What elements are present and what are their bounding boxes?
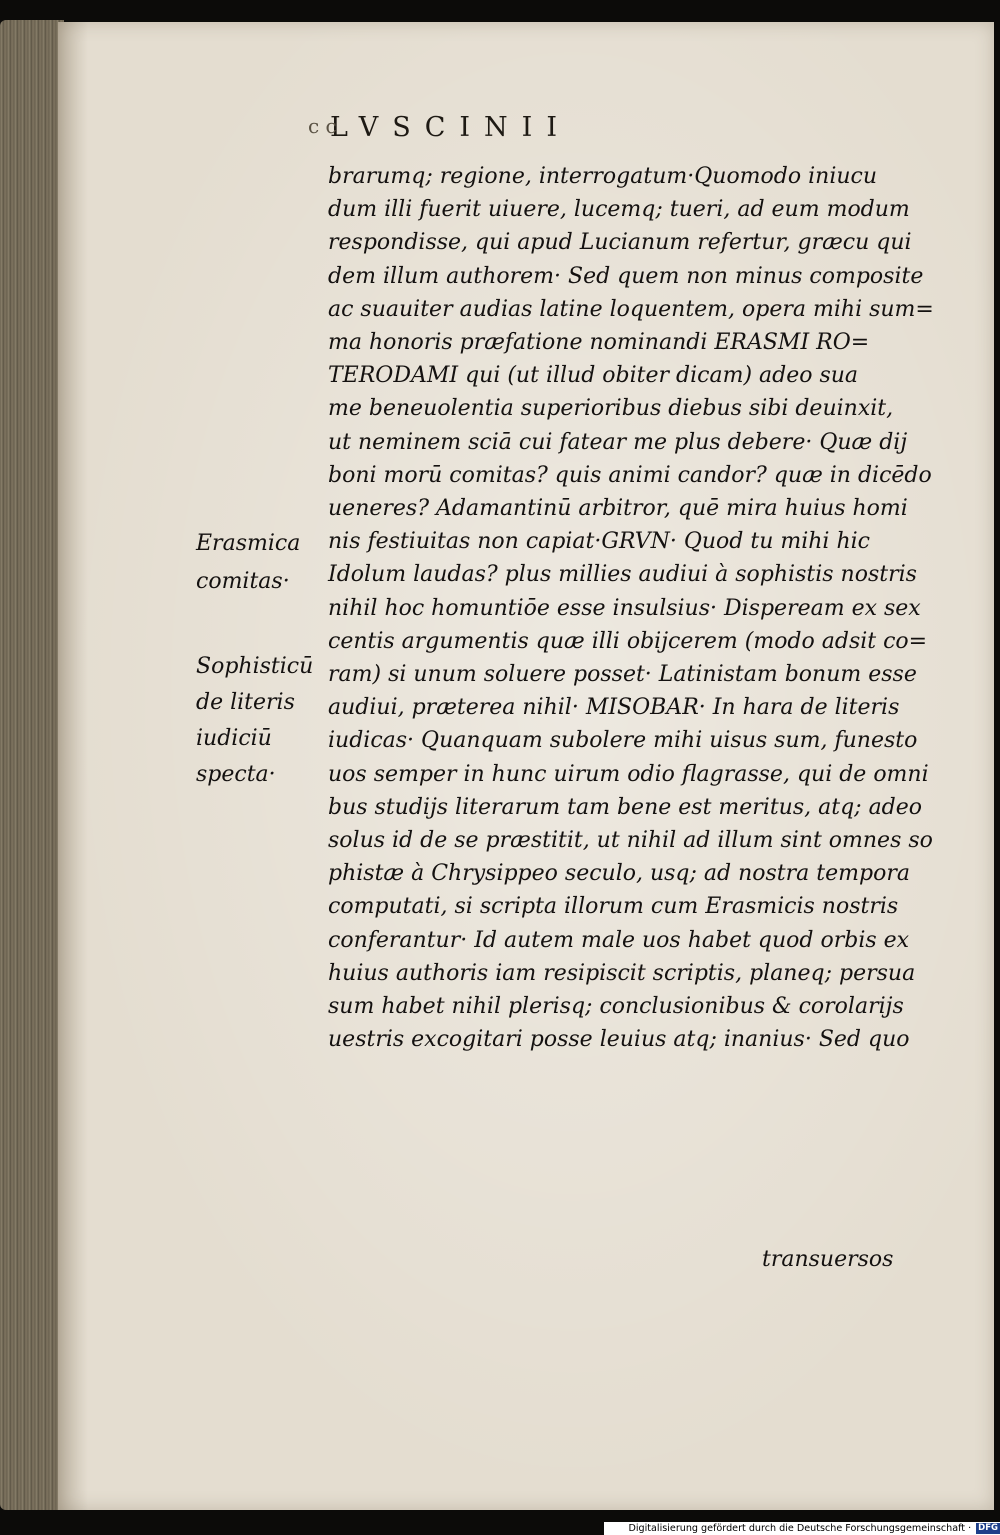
- text-line: bus studijs literarum tam bene est meritus, atq; adeo: [328, 794, 923, 820]
- text-line: solus id de se præstitit, ut nihil ad illum sint omnes so: [328, 828, 933, 854]
- marginal-line: Sophisticū: [196, 654, 314, 679]
- running-head-title: LVSCINII: [330, 112, 572, 143]
- text-line: ut neminem sciā cui fatear me plus debere· Quæ dij: [328, 429, 908, 455]
- text-line: conferantur· Id autem male uos habet quod orbis ex: [328, 927, 910, 953]
- text-line: audiui, præterea nihil· MISOBAR· In hara de literis: [328, 695, 900, 721]
- folio-mark: c c: [308, 114, 337, 138]
- marginal-note-erasmica: [196, 525, 300, 601]
- text-line: uestris excogitari posse leuius atq; inanius· Sed quo: [328, 1027, 910, 1053]
- text-line: ueneres? Adamantinū arbitror, quē mira huius homi: [328, 496, 908, 522]
- text-line: huius authoris iam resipiscit scriptis, planeq; persua: [328, 960, 916, 986]
- text-line: ma honoris præfatione nominandi ERASMI RO=: [328, 330, 870, 356]
- catchword: transuersos: [762, 1247, 894, 1272]
- text-line: Idolum laudas? plus millies audiui à sophistis nostris: [328, 562, 917, 588]
- text-line: computati, si scripta illorum cum Erasmicis nostris: [328, 894, 899, 920]
- text-line: iudicas· Quanquam subolere mihi uisus sum, funesto: [328, 728, 918, 754]
- text-line: nis festiuitas non capiat·GRVN· Quod tu mihi hic: [328, 529, 870, 555]
- digitization-credit-banner: [604, 1522, 1000, 1535]
- text-line: TERODAMI qui (ut illud obiter dicam) adeo sua: [328, 363, 859, 389]
- body-text: [328, 160, 948, 1056]
- text-line: centis argumentis quæ illi obijcerem (modo adsit co=: [328, 628, 928, 654]
- running-head: [308, 112, 890, 143]
- marginal-note-sophisticum: [196, 649, 313, 793]
- dfg-logo-icon: DFG: [978, 1523, 998, 1533]
- text-line: boni morū comitas? quis animi candor? quæ in dicēdo: [328, 462, 932, 488]
- text-line: nihil hoc homuntiōe esse insulsius· Dispeream ex sex: [328, 595, 921, 621]
- text-line: dum illi fuerit uiuere, lucemq; tueri, ad eum modum: [328, 197, 910, 223]
- text-line: ac suauiter audias latine loquentem, opera mihi sum=: [328, 296, 934, 322]
- marginal-line: de literis: [196, 690, 295, 715]
- digitization-credit-text: Digitalisierung gefördert durch die Deutsche Forschungsgemeinschaft ·: [628, 1523, 972, 1534]
- marginal-line: iudiciū: [196, 726, 272, 751]
- text-line: brarumq; regione, interrogatum·Quomodo iniucu: [328, 164, 878, 189]
- text-line: dem illum authorem· Sed quem non minus composite: [328, 263, 924, 289]
- text-line: phistæ à Chrysippeo seculo, usq; ad nostra tempora: [328, 861, 910, 887]
- text-line: ram) si unum soluere posset· Latinistam bonum esse: [328, 662, 917, 688]
- marginal-line: comitas·: [196, 569, 290, 594]
- text-line: uos semper in hunc uirum odio flagrasse, qui de omni: [328, 761, 929, 787]
- marginal-line: Erasmica: [196, 531, 301, 556]
- text-line: respondisse, qui apud Lucianum refertur, græcu qui: [328, 230, 912, 256]
- text-line: sum habet nihil plerisq; conclusionibus & corolarijs: [328, 994, 904, 1020]
- page-stack-edge: [0, 20, 64, 1510]
- text-line: me beneuolentia superioribus diebus sibi deuinxit,: [328, 396, 894, 422]
- marginal-line: specta·: [196, 762, 276, 787]
